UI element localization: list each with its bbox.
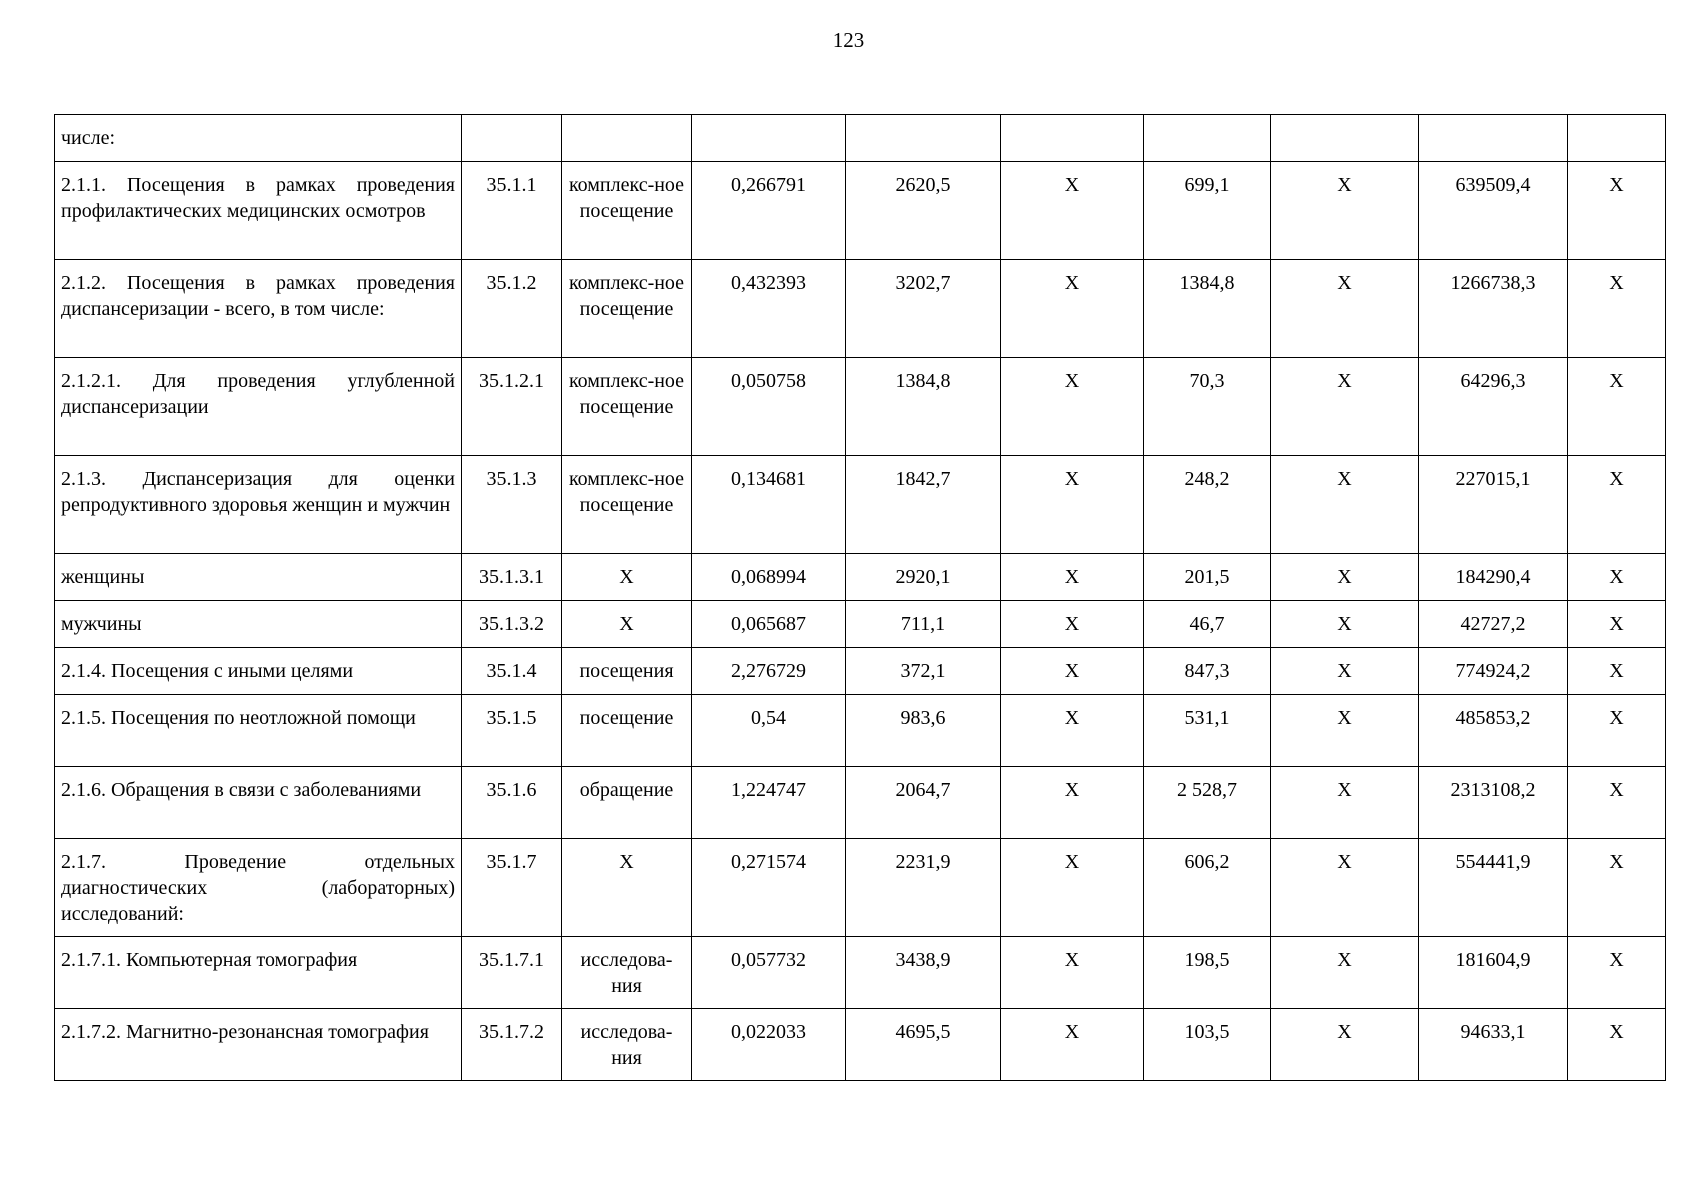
table-row (55, 839, 1666, 937)
cell-code: 35.1.7.2 (462, 1009, 562, 1081)
cell-name: 2.1.2. Посещения в рамках проведения диспансеризации - всего, в том числе: (55, 260, 462, 358)
table-row (55, 456, 1666, 554)
cell-total: 227015,1 (1419, 456, 1568, 554)
cell-code: 35.1.2 (462, 260, 562, 358)
cell-x: X (1568, 648, 1666, 695)
cell-x: X (1568, 162, 1666, 260)
cell-cost: 4695,5 (846, 1009, 1001, 1081)
cell-name: 2.1.7. Проведение отдельных диагностических (лабораторных) исследований: (55, 839, 462, 937)
cell-unit: X (562, 601, 692, 648)
cell-name: числе: (55, 115, 462, 162)
cell-per-capita: 531,1 (1144, 695, 1271, 767)
cell-x: X (1001, 358, 1144, 456)
cell-name: 2.1.2.1. Для проведения углубленной диспансеризации (55, 358, 462, 456)
cell-norm: 0,065687 (692, 601, 846, 648)
cell-code: 35.1.6 (462, 767, 562, 839)
cell-total: 184290,4 (1419, 554, 1568, 601)
cell-x: X (1271, 839, 1419, 937)
cell-cost: 711,1 (846, 601, 1001, 648)
cell-code: 35.1.7 (462, 839, 562, 937)
cell-x: X (1001, 456, 1144, 554)
cell-code: 35.1.3 (462, 456, 562, 554)
cell-norm: 0,432393 (692, 260, 846, 358)
cell-cost: 2064,7 (846, 767, 1001, 839)
cell-unit: комплекс-ное посещение (562, 456, 692, 554)
cell-total: 639509,4 (1419, 162, 1568, 260)
table-row (55, 554, 1666, 601)
cell-name: женщины (55, 554, 462, 601)
cell-x: X (1271, 648, 1419, 695)
cell-code: 35.1.3.1 (462, 554, 562, 601)
cell-per-capita: 46,7 (1144, 601, 1271, 648)
cell-per-capita (1144, 115, 1271, 162)
cell-name: 2.1.1. Посещения в рамках проведения профилактических медицинских осмотров (55, 162, 462, 260)
cell-norm: 0,068994 (692, 554, 846, 601)
cell-code: 35.1.2.1 (462, 358, 562, 456)
cell-x: X (1568, 1009, 1666, 1081)
cell-unit: комплекс-ное посещение (562, 162, 692, 260)
cell-total: 42727,2 (1419, 601, 1568, 648)
cell-cost: 1384,8 (846, 358, 1001, 456)
cell-per-capita: 606,2 (1144, 839, 1271, 937)
cell-x: X (1271, 358, 1419, 456)
cell-total: 774924,2 (1419, 648, 1568, 695)
cell-x: X (1568, 260, 1666, 358)
table-row (55, 162, 1666, 260)
cell-x: X (1001, 767, 1144, 839)
cell-cost: 2231,9 (846, 839, 1001, 937)
cell-norm: 0,266791 (692, 162, 846, 260)
cell-x: X (1568, 839, 1666, 937)
cell-per-capita: 847,3 (1144, 648, 1271, 695)
cell-name: мужчины (55, 601, 462, 648)
cell-code: 35.1.3.2 (462, 601, 562, 648)
cell-total: 64296,3 (1419, 358, 1568, 456)
cell-cost: 983,6 (846, 695, 1001, 767)
cell-name: 2.1.3. Диспансеризация для оценки репродуктивного здоровья женщин и мужчин (55, 456, 462, 554)
cell-per-capita: 699,1 (1144, 162, 1271, 260)
cell-norm: 0,271574 (692, 839, 846, 937)
cell-cost (846, 115, 1001, 162)
cell-unit: исследова-ния (562, 1009, 692, 1081)
cell-x: X (1568, 554, 1666, 601)
cell-x: X (1001, 162, 1144, 260)
cell-x: X (1568, 767, 1666, 839)
table-row (55, 115, 1666, 162)
table-row (55, 1009, 1666, 1081)
cell-x (1568, 115, 1666, 162)
cell-norm: 0,022033 (692, 1009, 846, 1081)
table-row (55, 260, 1666, 358)
cell-code: 35.1.1 (462, 162, 562, 260)
cell-x: X (1001, 1009, 1144, 1081)
cell-x: X (1568, 456, 1666, 554)
table-row (55, 767, 1666, 839)
cell-cost: 3202,7 (846, 260, 1001, 358)
table-row (55, 358, 1666, 456)
data-table (54, 114, 1666, 1081)
cell-x: X (1271, 162, 1419, 260)
cell-name: 2.1.4. Посещения с иными целями (55, 648, 462, 695)
cell-norm: 0,54 (692, 695, 846, 767)
cell-x: X (1001, 554, 1144, 601)
cell-x: X (1271, 554, 1419, 601)
cell-x: X (1271, 695, 1419, 767)
table-row (55, 601, 1666, 648)
table-row (55, 648, 1666, 695)
cell-x: X (1001, 260, 1144, 358)
cell-x: X (1568, 695, 1666, 767)
cell-unit: посещения (562, 648, 692, 695)
cell-x: X (1271, 937, 1419, 1009)
cell-total: 181604,9 (1419, 937, 1568, 1009)
cell-name: 2.1.6. Обращения в связи с заболеваниями (55, 767, 462, 839)
cell-x (1271, 115, 1419, 162)
cell-x: X (1001, 695, 1144, 767)
cell-norm: 0,134681 (692, 456, 846, 554)
cell-x: X (1271, 767, 1419, 839)
cell-x: X (1271, 1009, 1419, 1081)
cell-cost: 1842,7 (846, 456, 1001, 554)
cell-norm (692, 115, 846, 162)
cell-x: X (1001, 937, 1144, 1009)
cell-code: 35.1.5 (462, 695, 562, 767)
cell-per-capita: 2 528,7 (1144, 767, 1271, 839)
cell-total: 485853,2 (1419, 695, 1568, 767)
cell-x: X (1271, 456, 1419, 554)
cell-name: 2.1.7.1. Компьютерная томография (55, 937, 462, 1009)
cell-x (1001, 115, 1144, 162)
cell-total (1419, 115, 1568, 162)
cell-cost: 3438,9 (846, 937, 1001, 1009)
cell-total: 1266738,3 (1419, 260, 1568, 358)
cell-x: X (1001, 648, 1144, 695)
table-row (55, 937, 1666, 1009)
cell-norm: 1,224747 (692, 767, 846, 839)
cell-x: X (1001, 601, 1144, 648)
cell-name: 2.1.7.2. Магнитно-резонансная томография (55, 1009, 462, 1081)
cell-name: 2.1.5. Посещения по неотложной помощи (55, 695, 462, 767)
cell-unit: комплекс-ное посещение (562, 358, 692, 456)
cell-code (462, 115, 562, 162)
cell-per-capita: 1384,8 (1144, 260, 1271, 358)
cell-cost: 2620,5 (846, 162, 1001, 260)
cell-cost: 2920,1 (846, 554, 1001, 601)
cell-total: 94633,1 (1419, 1009, 1568, 1081)
cell-x: X (1001, 839, 1144, 937)
cell-x: X (1568, 601, 1666, 648)
cell-per-capita: 70,3 (1144, 358, 1271, 456)
cell-per-capita: 201,5 (1144, 554, 1271, 601)
cell-per-capita: 248,2 (1144, 456, 1271, 554)
cell-norm: 2,276729 (692, 648, 846, 695)
table-row (55, 695, 1666, 767)
cell-unit: комплекс-ное посещение (562, 260, 692, 358)
cell-x: X (1568, 358, 1666, 456)
cell-norm: 0,057732 (692, 937, 846, 1009)
cell-unit: исследова-ния (562, 937, 692, 1009)
cell-total: 554441,9 (1419, 839, 1568, 937)
cell-unit: X (562, 839, 692, 937)
page-number: 123 (832, 28, 865, 52)
cell-x: X (1271, 601, 1419, 648)
cell-total: 2313108,2 (1419, 767, 1568, 839)
cell-unit: обращение (562, 767, 692, 839)
cell-norm: 0,050758 (692, 358, 846, 456)
cell-unit (562, 115, 692, 162)
cell-code: 35.1.7.1 (462, 937, 562, 1009)
cell-x: X (1271, 260, 1419, 358)
cell-x: X (1568, 937, 1666, 1009)
cell-code: 35.1.4 (462, 648, 562, 695)
cell-cost: 372,1 (846, 648, 1001, 695)
cell-per-capita: 103,5 (1144, 1009, 1271, 1081)
cell-unit: посещение (562, 695, 692, 767)
cell-per-capita: 198,5 (1144, 937, 1271, 1009)
cell-unit: X (562, 554, 692, 601)
